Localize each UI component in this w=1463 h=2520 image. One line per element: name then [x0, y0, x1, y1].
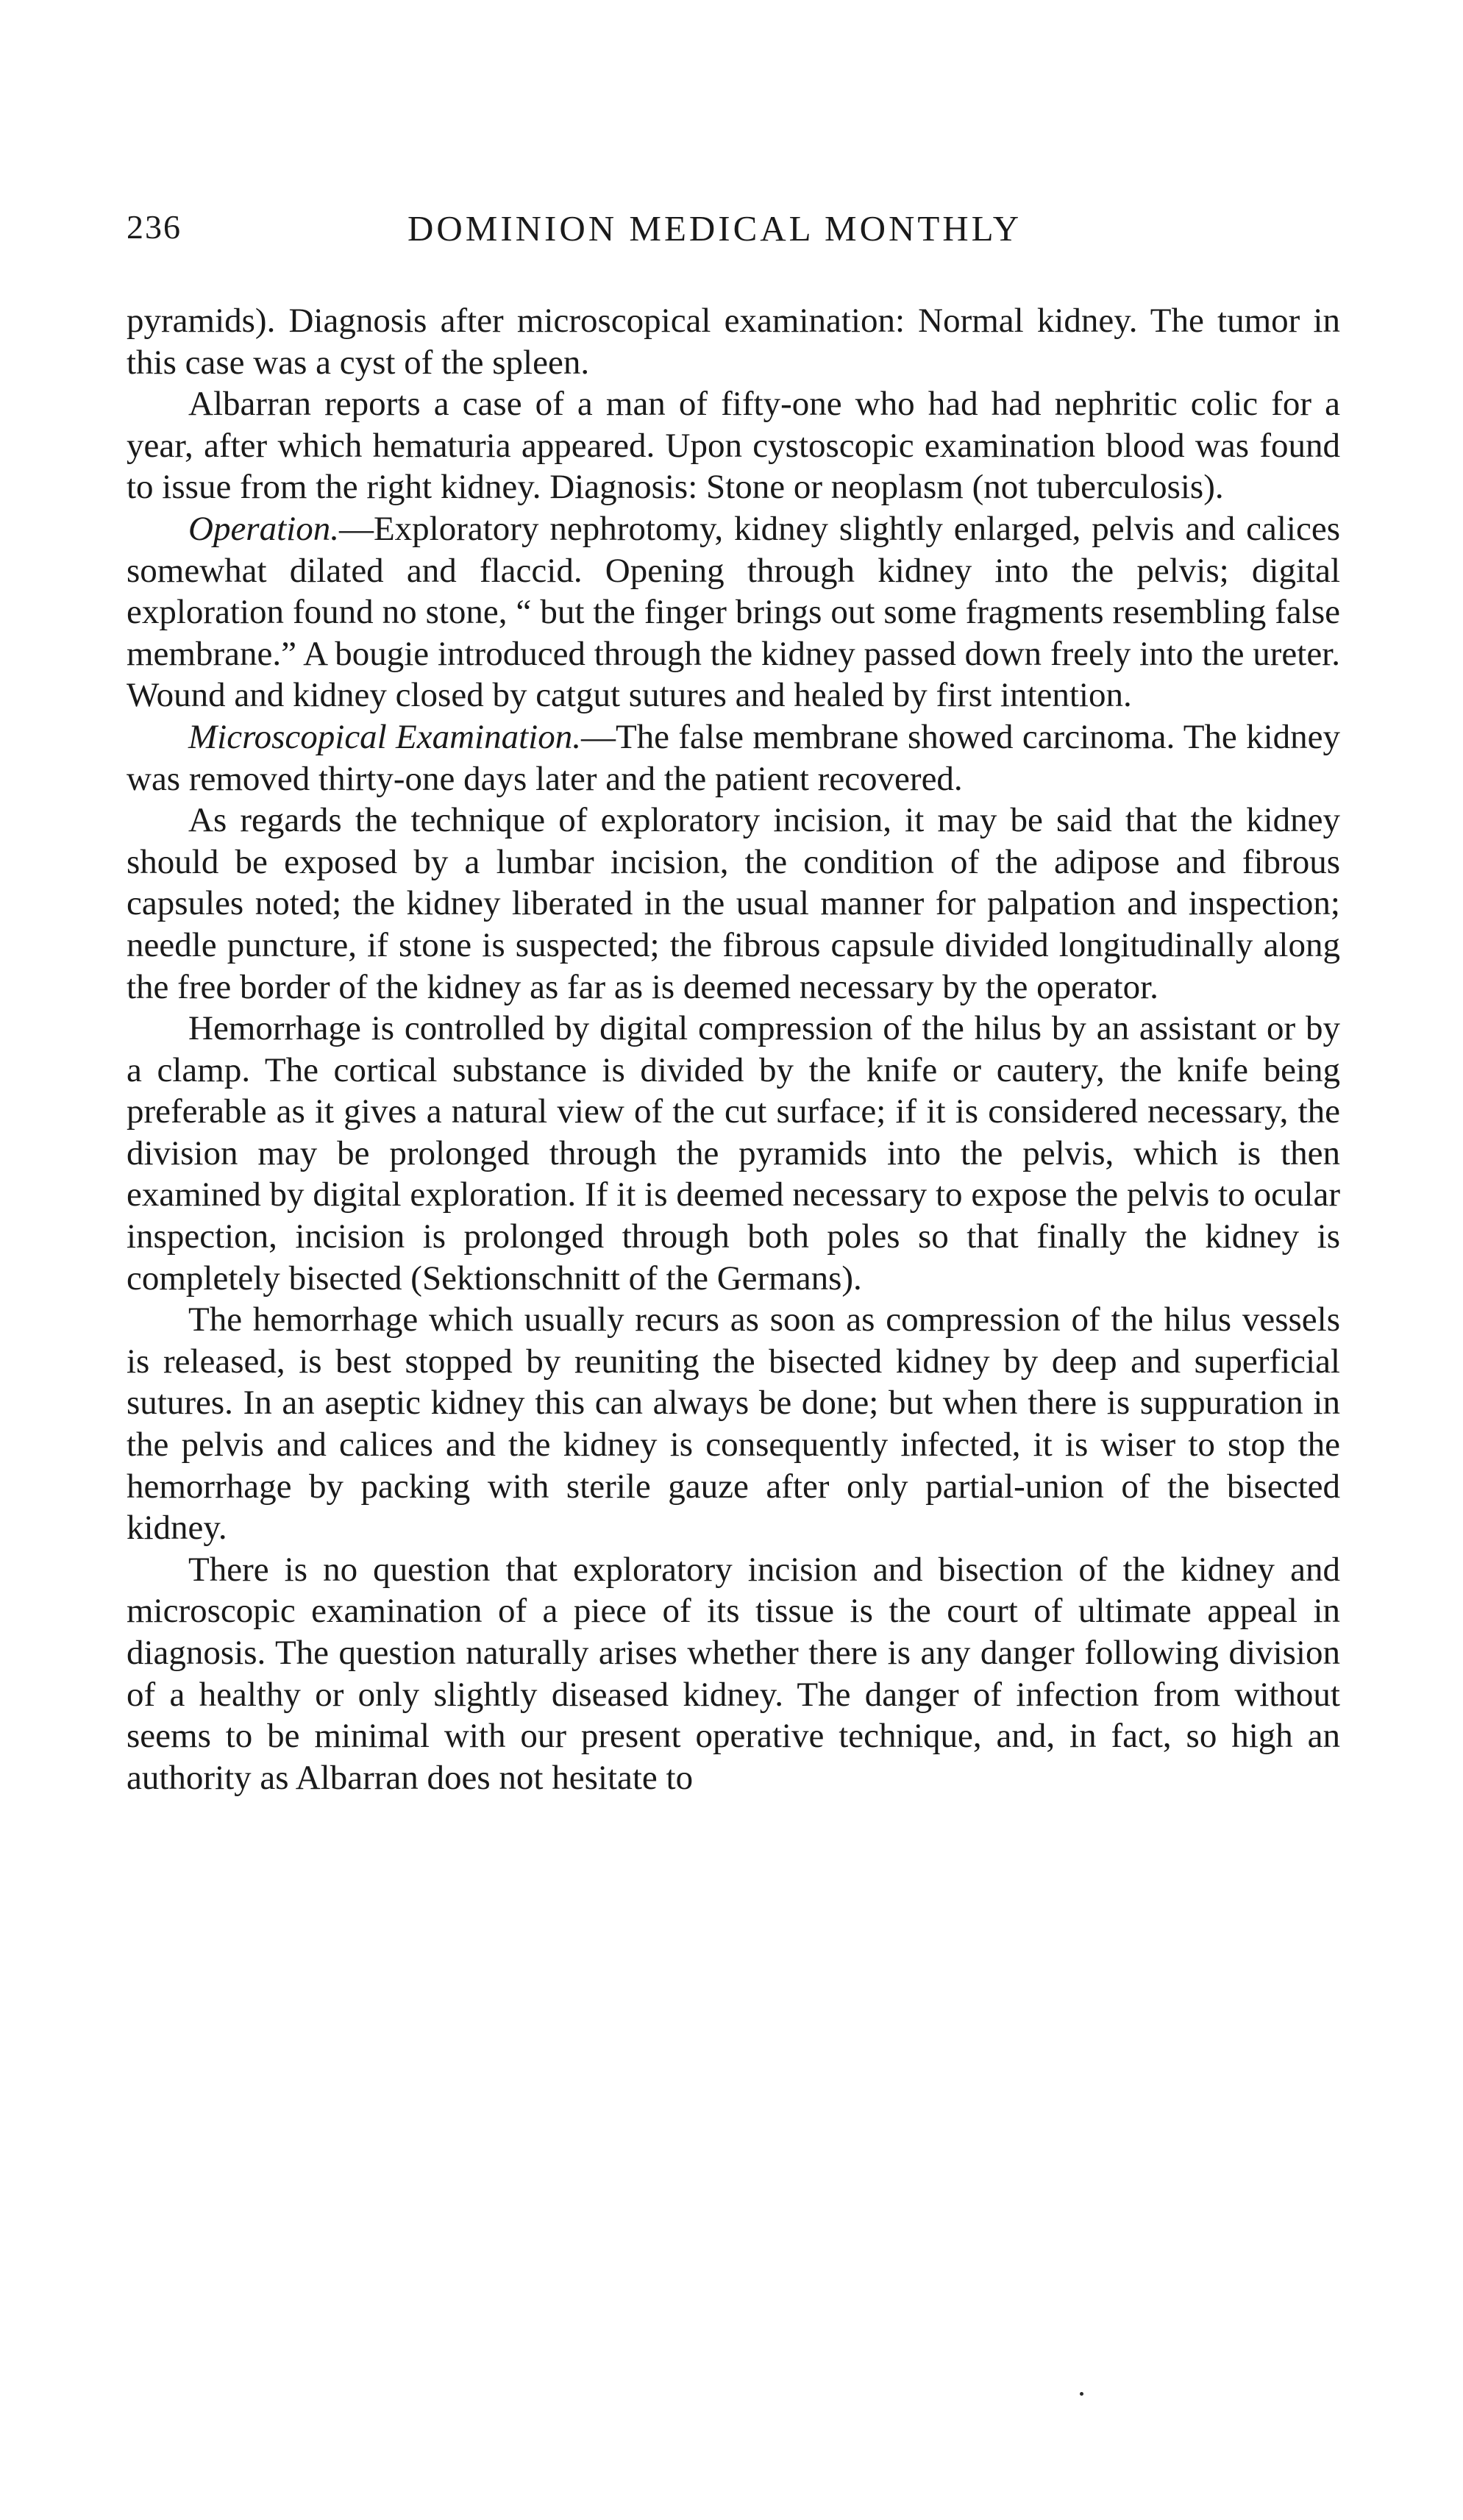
paragraph-technique	[127, 800, 1340, 1008]
paragraph-microscopical-examination	[127, 716, 1340, 800]
paragraph-text: There is no question that exploratory incision and bisection of the kidney and microscopic examination of a piece of its tissue is the court of ultimate appeal in diagnosis. The question naturally arises whether there is any danger following division of a healthy or only slightly diseased kidney. The danger of infection from without seems to be minimal with our present operative technique, and, in fact, so high an authority as Albarran does not hesitate to	[127, 1550, 1340, 1797]
paragraph-text: Hemorrhage is controlled by digital compression of the hilus by an assistant or by a clamp. The cortical substance is divided by the knife or cautery, the knife being preferable as it gives a natural view of the cut surface; if it is considered necessary, the division may be prolonged through the pyramids into the pelvis, which is then examined by digital exploration. If it is deemed necessary to expose the pelvis to ocular inspection, incision is prolonged through both poles so that finally the kidney is completely bisected (Sektionschnitt of the Germans).	[127, 1009, 1340, 1298]
paragraph-albarran-case	[127, 383, 1340, 508]
paragraph-hemorrhage-control	[127, 1008, 1340, 1299]
page-header	[127, 207, 1340, 259]
paragraph-text: —Exploratory nephrotomy, kidney slightly enlarged, pelvis and calices somewhat dilated and flaccid. Opening through kidney into the pelvis; digital exploration found no stone, “ but the finger brings out some fragments resembling false membrane.” A bougie introduced through the kidney passed down freely into the ureter. Wound and kidney closed by catgut sutures and healed by first intention.	[127, 509, 1340, 715]
paragraph-text: Albarran reports a case of a man of fifty-one who had had nephritic colic for a year, after which hematuria appeared. Upon cystoscopic examination blood was found to issue from the right kidney. Diagnosis: Stone or neoplasm (not tuberculosis).	[127, 385, 1340, 507]
paragraph-text: —The false membrane showed carcinoma. The kidney was removed thirty-one days later and the patient recovered.	[127, 717, 1340, 798]
paragraph-text: The hemorrhage which usually recurs as soon as compression of the hilus vessels is released, is best stopped by reuniting the bisected kidney by deep and superficial sutures. In an aseptic kidney this can always be done; but when there is suppuration in the pelvis and calices and the kidney is consequently infected, it is wiser to stop the hemorrhage by packing with sterile gauze after only partial-union of the bisected kidney.	[127, 1300, 1340, 1548]
run-in-heading: Operation.	[188, 509, 339, 548]
paragraph-continuation	[127, 300, 1340, 383]
page-number: 236	[127, 208, 182, 246]
article-body	[127, 300, 1340, 1798]
print-speck	[1080, 2392, 1083, 2396]
run-in-heading: Microscopical Examination.	[188, 717, 581, 756]
paragraph-hemorrhage-recurrence	[127, 1299, 1340, 1549]
running-title: DOMINION MEDICAL MONTHLY	[407, 208, 1022, 249]
paragraph-diagnosis-appeal	[127, 1549, 1340, 1799]
paragraph-text: As regards the technique of exploratory incision, it may be said that the kidney should be exposed by a lumbar incision, the condition of the adipose and fibrous capsules noted; the kidney liberated in the usual manner for palpation and inspection; needle puncture, if stone is suspected; the fibrous capsule divided longitudinally along the free border of the kidney as far as is deemed necessary by the operator.	[127, 801, 1340, 1006]
paragraph-operation	[127, 508, 1340, 716]
paragraph-text: pyramids). Diagnosis after microscopical examination: Normal kidney. The tumor in this case was a cyst of the spleen.	[127, 302, 1340, 382]
